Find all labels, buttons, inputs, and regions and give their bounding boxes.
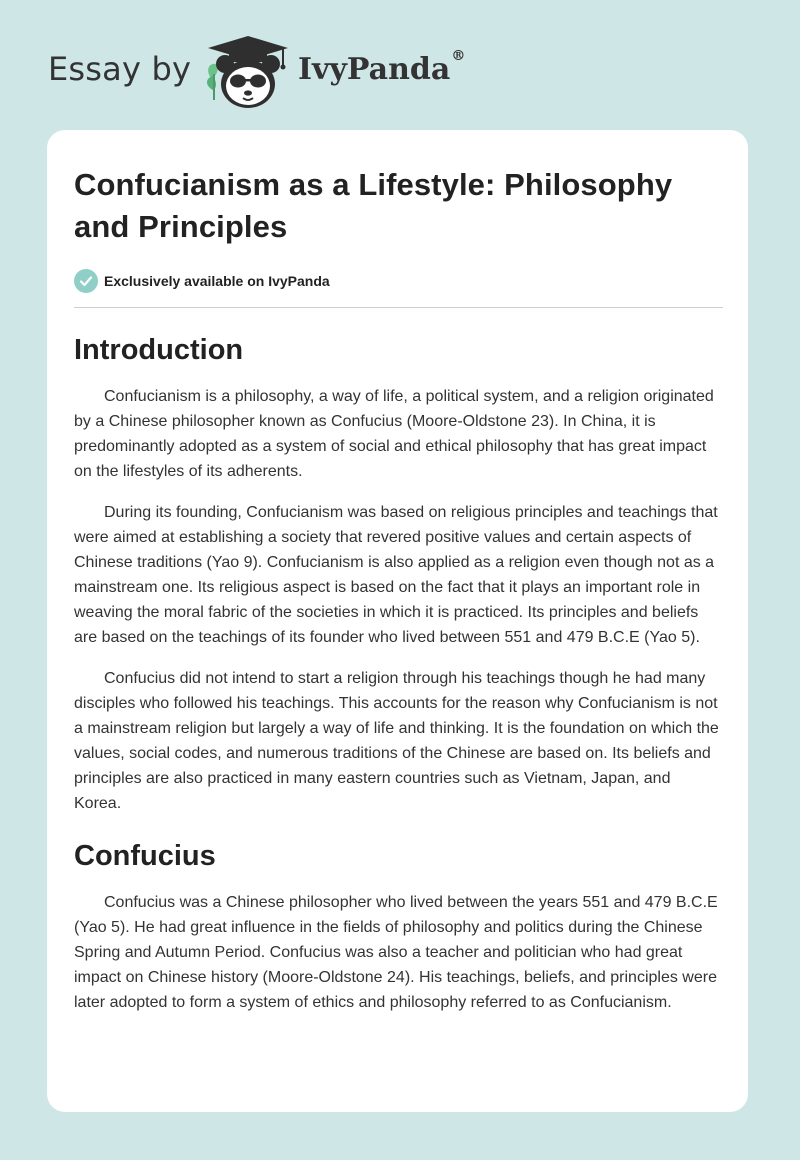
- paragraph: Confucianism is a philosophy, a way of life, a political system, and a religion originated by a Chinese philosopher known as Confucius (Moore-Oldstone 23). In China, it is predominantly adopted as a system of social and ethical philosophy that has great impact on the lifestyles of its adherents.: [74, 388, 714, 480]
- registered-mark: ®: [451, 48, 466, 64]
- paragraph: Confucius was a Chinese philosopher who lived between the years 551 and 479 B.C.E (Yao 5). He had great influence in the fields of philosophy and politics during the Chinese Spring and Autumn Period. Confucius was also a teacher and politician who had great impact on Chinese history (Moore-Oldstone 24). His teachings, beliefs, and principles were later adopted to form a system of ethics and philosophy referred to as Confucianism.: [74, 894, 718, 1011]
- brand-name[interactable]: IvyPanda®: [298, 48, 466, 87]
- site-header: [48, 30, 548, 110]
- exclusive-badge: [74, 268, 722, 294]
- divider: [74, 307, 723, 308]
- essay-by-label: Essay by: [48, 50, 192, 88]
- paragraph: During its founding, Confucianism was based on religious principles and teachings that were aimed at establishing a society that revered positive values and certain aspects of Chinese traditions (Yao 9). Confucianism is also applied as a religion even though not as a mainstream one. Its religious aspect is based on the fact that it plays an important role in weaving the moral fabric of the societies in which it is practiced. Its principles and beliefs are based on the teachings of its founder who lived between 551 and 479 B.C.E (Yao 5).: [74, 504, 718, 646]
- badge-label: Exclusively available on IvyPanda: [104, 273, 330, 289]
- panda-graduate-icon[interactable]: [203, 34, 293, 110]
- essay-title: Confucianism as a Lifestyle: Philosophy and Principles: [74, 167, 673, 244]
- paragraph: Confucius did not intend to start a religion through his teachings though he had many disciples who followed his teachings. This accounts for the reason why Confucianism is not a mainstream religion but largely a way of life and thinking. It is the foundation on which the values, social codes, and numerous traditions of the Chinese are based on. Its beliefs and principles are also practiced in many eastern countries such as Vietnam, Japan, and Korea.: [74, 670, 719, 812]
- section-heading: Introduction: [74, 334, 244, 366]
- section-heading: Confucius: [74, 840, 216, 872]
- section-confucius: [74, 836, 722, 1015]
- section-introduction: [74, 330, 722, 816]
- essay-card: [47, 130, 748, 1112]
- check-circle-icon: [74, 269, 98, 293]
- leaf-icon: [207, 64, 218, 100]
